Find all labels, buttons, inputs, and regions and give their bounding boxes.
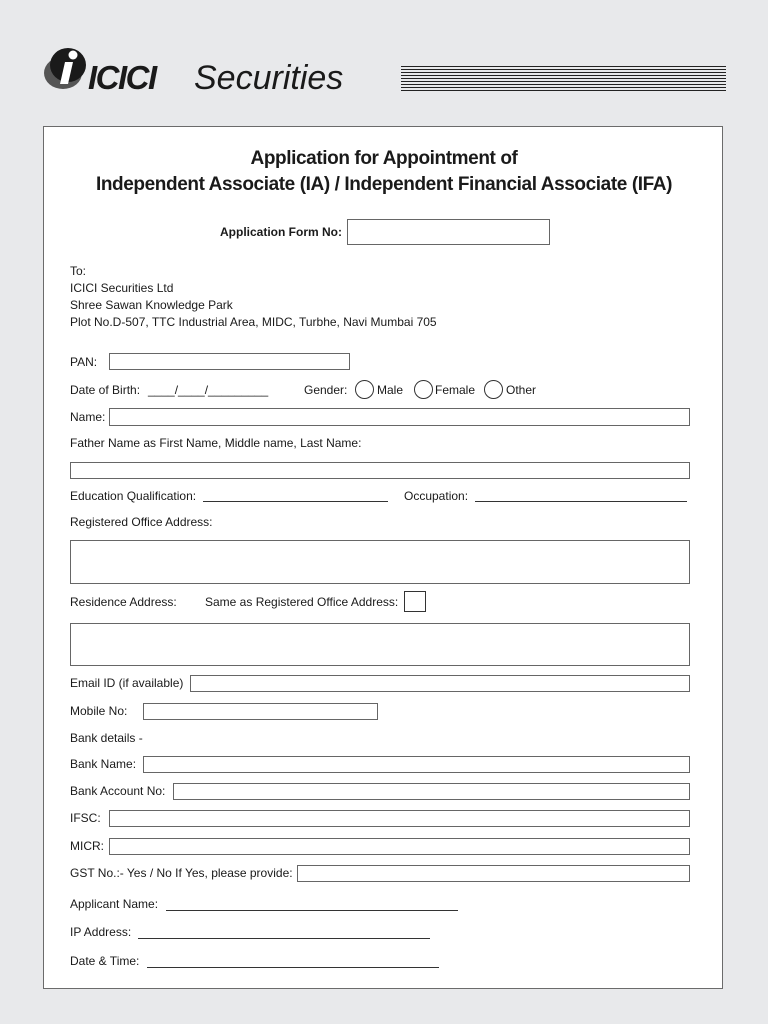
pan-label: PAN: — [70, 355, 98, 369]
email-input[interactable] — [190, 675, 690, 692]
gst-label: GST No.:- Yes / No If Yes, please provide: — [70, 866, 293, 880]
form-title-line2: Independent Associate (IA) / Independent Financial Associate (IFA) — [95, 174, 673, 195]
date-time-input[interactable] — [147, 967, 439, 968]
applicant-name-label: Applicant Name: — [70, 897, 159, 911]
address-to: To: — [70, 264, 87, 278]
application-no-input[interactable] — [347, 219, 550, 245]
dob-label: Date of Birth: — [70, 383, 141, 397]
mobile-input[interactable] — [143, 703, 378, 720]
micr-label: MICR: — [70, 839, 104, 853]
ip-address-label: IP Address: — [70, 925, 132, 939]
reg-office-label: Registered Office Address: — [70, 515, 213, 529]
name-input[interactable] — [109, 408, 690, 426]
gender-male-radio[interactable] — [355, 380, 374, 399]
bank-details-label: Bank details - — [70, 731, 143, 745]
gst-input[interactable] — [297, 865, 690, 882]
application-form — [43, 126, 723, 989]
bank-name-label: Bank Name: — [70, 757, 137, 771]
bank-account-input[interactable] — [173, 783, 690, 800]
address-line2: Shree Sawan Knowledge Park — [70, 298, 233, 312]
address-line3: Plot No.D-507, TTC Industrial Area, MIDC, Turbhe, Navi Mumbai 705 — [70, 315, 437, 329]
micr-input[interactable] — [109, 838, 690, 855]
name-label: Name: — [70, 410, 106, 424]
brand-name-securities: Securities — [194, 59, 344, 97]
address-line1: ICICI Securities Ltd — [70, 281, 174, 295]
email-label: Email ID (if available) — [70, 676, 184, 690]
ifsc-input[interactable] — [109, 810, 690, 827]
bank-account-label: Bank Account No: — [70, 784, 166, 798]
form-title-line1: Application for Appointment of — [250, 148, 518, 169]
gender-label: Gender: — [304, 383, 348, 397]
gender-other-label: Other — [506, 383, 537, 397]
date-time-label: Date & Time: — [70, 954, 140, 968]
reg-office-input[interactable] — [70, 540, 690, 584]
occupation-label: Occupation: — [404, 489, 469, 503]
gender-male-label: Male — [377, 383, 404, 397]
bank-name-input[interactable] — [143, 756, 690, 773]
education-label: Education Qualification: — [70, 489, 197, 503]
header-stripes — [401, 66, 726, 93]
residence-label: Residence Address: — [70, 595, 177, 609]
gender-female-label: Female — [435, 383, 476, 397]
same-as-label: Same as Registered Office Address: — [205, 595, 399, 609]
pan-input[interactable] — [109, 353, 350, 370]
application-no-label: Application Form No: — [220, 225, 342, 239]
icici-logo-icon — [42, 46, 88, 92]
brand-name-icici: ICICI — [88, 59, 156, 96]
father-name-input[interactable] — [70, 462, 690, 479]
ip-address-input[interactable] — [138, 938, 430, 939]
dob-input[interactable]: ____/____/_________ — [148, 383, 269, 397]
same-as-checkbox[interactable] — [404, 591, 426, 612]
page-header — [0, 0, 768, 125]
father-name-label: Father Name as First Name, Middle name, Last Name: — [70, 436, 362, 450]
gender-female-radio[interactable] — [414, 380, 433, 399]
education-input[interactable] — [203, 501, 388, 502]
ifsc-label: IFSC: — [70, 811, 101, 825]
gender-other-radio[interactable] — [484, 380, 503, 399]
mobile-label: Mobile No: — [70, 704, 128, 718]
residence-input[interactable] — [70, 623, 690, 666]
occupation-input[interactable] — [475, 501, 687, 502]
applicant-name-input[interactable] — [166, 910, 458, 911]
